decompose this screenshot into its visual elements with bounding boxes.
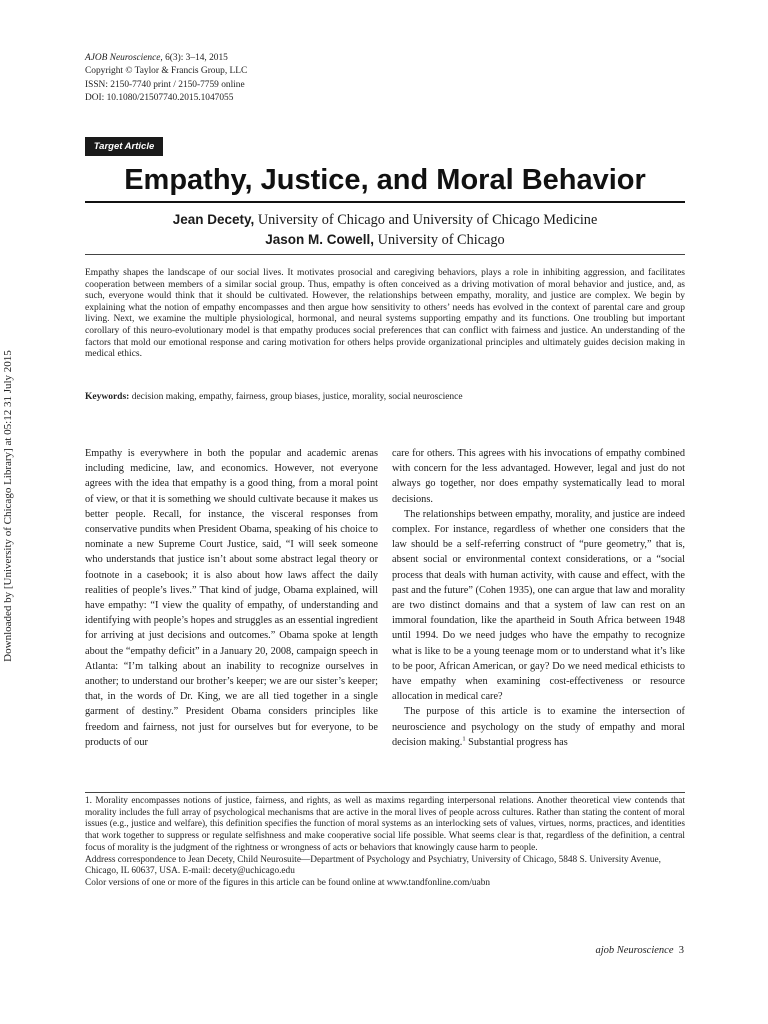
author-line bbox=[85, 210, 685, 230]
citation-line bbox=[85, 52, 247, 65]
author-line bbox=[85, 230, 685, 250]
body-text: The purpose of this article is to examine the intersection of neuroscience and psychology on the study of empathy and moral decision making. bbox=[392, 706, 685, 748]
issn-line: ISSN: 2150-7740 print / 2150-7759 online bbox=[85, 79, 245, 90]
body-paragraph: Empathy is everywhere in both the popular and academic arenas including medicine, law, and economics. However, not everyone agrees with the idea that empathy is a good thing, from a moral point of view, or that it is something we should cultivate because it makes us better people. Recall, for instance, the visceral responses from conservative pundits when President Obama, speaking of his choice to nominate a new Supreme Court Justice, said, “I will seek someone who understands that justice isn’t about some abstract legal theory or footnote in a casebook; it is also about how laws affect the daily realities of people’s lives.” That kind of judge, Obama explained, will have empathy: “I view the quality of empathy, of understanding and identifying with people’s hopes and struggles as an essential ingredient for arriving at just decisions and outcomes.” Obama spoke at length about the “empathy deficit” in a January 20, 2008, campaign speech in Atlanta: “I’m talking about an inability to recognize ourselves in another; to understand our brother’s keeper; we are our sister’s keeper; that, in the words of Dr. King, we are all tied together in a single garment of destiny.” President Obama considers principles like freedom and fairness, not just for ourselves but for everyone, to be products of our bbox=[85, 448, 378, 748]
author-name: Jason M. Cowell, bbox=[265, 232, 375, 247]
footnote-divider bbox=[85, 792, 685, 793]
footnote-ref: 1 bbox=[462, 735, 466, 743]
citation-block bbox=[85, 52, 247, 105]
page-footer bbox=[595, 945, 684, 956]
correspondence-note: Address correspondence to Jean Decety, Child Neurosuite—Department of Psychology and Psychiatry, University of Chicago, 5848 S. University Avenue, Chicago, IL 60637, USA. E-mail: decety@uchicago.edu bbox=[85, 854, 661, 877]
abstract: Empathy shapes the landscape of our social lives. It motivates prosocial and caregiving behaviors, plays a role in inhibiting aggression, and facilitates cooperation between members of a similar social group. Thus, empathy is often conceived as a driving motivation of moral behavior and justice, and, as such, everyone would think that it should be cultivated. However, the relationships between empathy, morality, and justice are complex. We begin by explaining what the notion of empathy encompasses and then argue how sensitivity to others’ needs has evolved in the context of parental care and group living. Next, we examine the multiple physiological, hormonal, and neural systems supporting empathy and its functions. One troubling but important corollary of this neuro-evolutionary model is that empathy produces social preferences that can conflict with fairness and justice. An understanding of the factors that mold our emotional response and caring motivation for others helps provide organizational principles and ultimately guides decision making in medical ethics. bbox=[85, 268, 685, 360]
body-text: Substantial progress has bbox=[465, 736, 568, 748]
title-divider bbox=[85, 201, 685, 203]
footer-journal: ajob Neuroscience bbox=[595, 945, 674, 956]
body-column-right bbox=[392, 446, 685, 750]
author-affiliation: University of Chicago bbox=[374, 232, 505, 248]
article-type-badge: Target Article bbox=[85, 137, 163, 156]
body-paragraph: care for others. This agrees with his invocations of empathy combined with concern for the less advantaged. However, legal and just do not always go together, nor does empathy systematically lead to moral decisions. bbox=[392, 448, 685, 505]
keywords bbox=[85, 391, 685, 403]
keywords-label: Keywords: bbox=[85, 392, 130, 402]
body-column-left bbox=[85, 446, 378, 750]
download-watermark: Downloaded by [University of Chicago Library] at 05:12 31 July 2015 bbox=[2, 350, 14, 662]
body-paragraph bbox=[392, 704, 685, 750]
journal-name: AJOB Neuroscience bbox=[85, 53, 161, 63]
body-paragraph: The relationships between empathy, morality, and justice are indeed complex. For instance, regardless of whether one considers that the law should be a self-referring construct of “pure geometry,” that is, absent social or environmental context considerations, or a “social process that deals with human activity, with cause and effect, with the past and the future” (Cohen 1935), one can argue that law and morality are two distinct domains and that a system of law can rest on an immoral foundation, like the apartheid in South Africa between 1948 until 1994. Do we need judges who have the empathy to recognize what is like to be a young teenage mom or to understand what it’s like to be poor, African American, or gay? Do we need medical ethicists to have empathy when examining cost-effectiveness or resource allocation in medical care? bbox=[392, 508, 685, 703]
color-figures-note: Color versions of one or more of the figures in this article can be found online at www.tandfonline.com/uabn bbox=[85, 877, 490, 888]
footnotes bbox=[85, 796, 685, 890]
article-title: Empathy, Justice, and Moral Behavior bbox=[124, 164, 646, 196]
copyright-line: Copyright © Taylor & Francis Group, LLC bbox=[85, 66, 248, 77]
author-name: Jean Decety, bbox=[172, 212, 255, 227]
author-affiliation: University of Chicago and University of Chicago Medicine bbox=[254, 212, 598, 228]
footnote-1: 1. Morality encompasses notions of justice, fairness, and rights, as well as maxims regarding interpersonal relations. Another theoretical view contends that morality includes the full array of psychological mechanisms that are active in the moral lives of people across cultures. Rather than stating the content of moral issues (e.g., justice and welfare), this definition specifies the function of moral systems as an interlocking sets of values, virtues, norms, practices, and identities that work together to suppress or regulate selfishness and make cooperative social life possible. What seems clear is that, regardless of the definition, a central focus of morality is the judgment of the rightness or wrongness of acts or behaviors that knowingly cause harm to people. bbox=[85, 796, 685, 853]
page-number: 3 bbox=[678, 945, 684, 956]
doi-line: DOI: 10.1080/21507740.2015.1047055 bbox=[85, 92, 234, 103]
author-list bbox=[85, 210, 685, 250]
authors-divider bbox=[85, 254, 685, 255]
keywords-text: decision making, empathy, fairness, group biases, justice, morality, social neuroscience bbox=[129, 392, 463, 402]
volume-info: , 6(3): 3–14, 2015 bbox=[160, 53, 228, 63]
